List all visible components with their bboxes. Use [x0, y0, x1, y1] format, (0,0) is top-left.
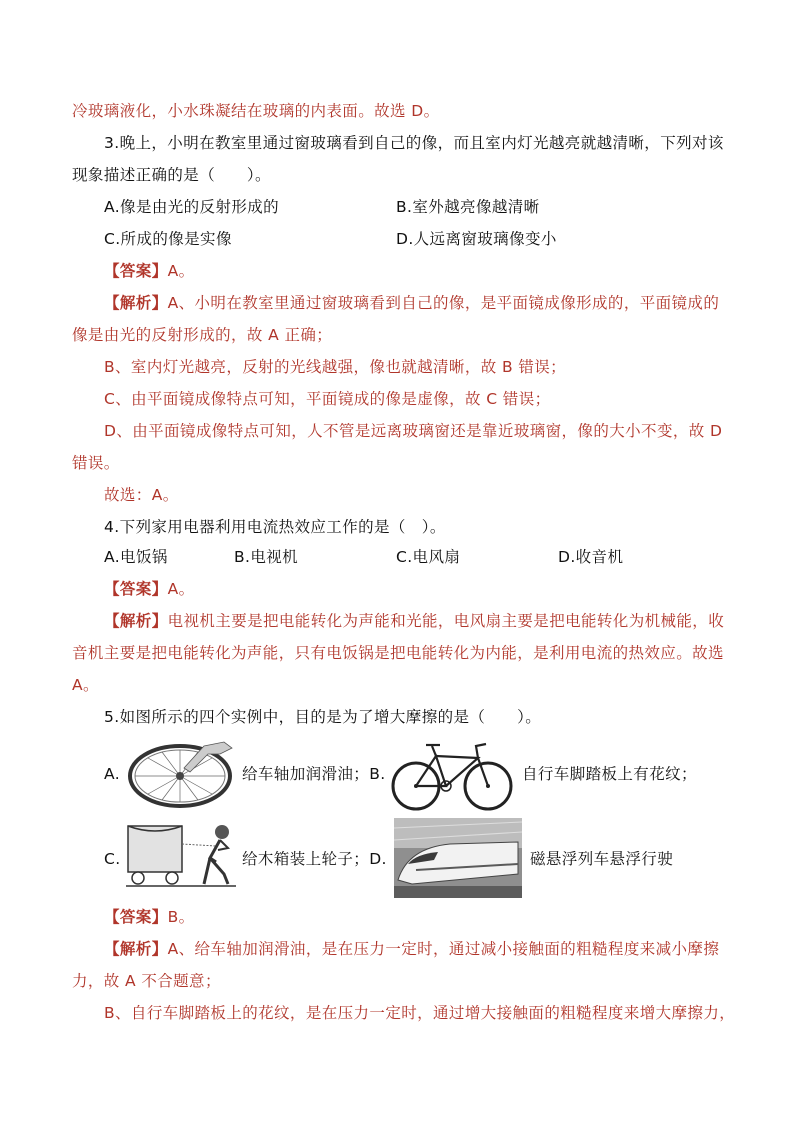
- q3-analysis-line-5: D、由平面镜成像特点可知，人不管是远离玻璃窗还是靠近玻璃窗，像的大小不变，故 D: [104, 422, 723, 440]
- q4-option-c: C.电风扇: [396, 548, 461, 566]
- answer-tag: 【答案】: [104, 262, 168, 280]
- q5-option-c-text: 给木箱装上轮子；D.: [242, 850, 387, 868]
- previous-answer-ending: 冷玻璃液化，小水珠凝结在玻璃的内表面。故选 D。: [72, 102, 440, 120]
- answer-tag: 【答案】: [104, 908, 168, 926]
- q3-analysis-line-3: B、室内灯光越亮，反射的光线越强，像也就越清晰，故 B 错误；: [104, 358, 567, 376]
- q3-analysis-line-6: 错误。: [72, 454, 120, 472]
- q5-option-a-label: A.: [104, 765, 121, 783]
- q5-option-a-text: 给车轴加润滑油；B.: [242, 765, 386, 783]
- q5-analysis-text-1: A、给车轴加润滑油，是在压力一定时，通过减小接触面的粗糙程度来减小摩擦: [167, 940, 720, 958]
- q5-analysis-line-2: 力，故 A 不合题意；: [72, 972, 221, 990]
- q4-analysis-text-1: 电视机主要是把电能转化为声能和光能，电风扇主要是把电能转化为机械能，收: [167, 612, 725, 630]
- q4-analysis-line-1: [104, 610, 724, 632]
- q3-option-d: D.人远离窗玻璃像变小: [396, 230, 557, 248]
- q3-answer: [104, 260, 195, 282]
- bicycle-image: [388, 736, 516, 814]
- q4-analysis-line-3: A。: [72, 676, 99, 694]
- q4-answer: [104, 578, 195, 600]
- q5-option-b-text: 自行车脚踏板上有花纹；: [522, 765, 697, 783]
- q4-option-a: A.电饭锅: [104, 548, 168, 566]
- q3-stem-line-1: 3.晚上，小明在教室里通过窗玻璃看到自己的像，而且室内灯光越亮就越清晰，下列对该: [104, 134, 724, 152]
- q3-option-c: C.所成的像是实像: [104, 230, 232, 248]
- wooden-box-image: [124, 818, 240, 890]
- q5-stem: 5.如图所示的四个实例中，目的是为了增大摩擦的是（ ）。: [104, 708, 542, 726]
- q3-answer-value: A。: [167, 262, 195, 280]
- q5-option-c-label: C.: [104, 850, 121, 868]
- q3-conclusion: 故选：A。: [104, 486, 179, 504]
- q5-option-d-text: 磁悬浮列车悬浮行驶: [530, 850, 674, 868]
- q3-stem-line-2: 现象描述正确的是（ ）。: [72, 166, 271, 184]
- q4-analysis-line-2: 音机主要是把电能转化为声能，只有电饭锅是把电能转化为内能，是利用电流的热效应。故选: [72, 644, 724, 662]
- q3-analysis-line-4: C、由平面镜成像特点可知，平面镜成的像是虚像，故 C 错误；: [104, 390, 551, 408]
- maglev-train-image: [394, 818, 522, 898]
- analysis-tag: 【解析】: [104, 612, 168, 630]
- q5-analysis-line-1: [104, 938, 719, 960]
- q4-answer-value: A。: [167, 580, 195, 598]
- q3-analysis-line-1: [104, 292, 719, 314]
- q5-answer: [104, 906, 195, 928]
- analysis-tag: 【解析】: [104, 940, 168, 958]
- wheel-image: [124, 738, 236, 810]
- q4-option-d: D.收音机: [558, 548, 624, 566]
- q5-answer-value: B。: [167, 908, 195, 926]
- q4-stem: 4.下列家用电器利用电流热效应工作的是（ ）。: [104, 518, 446, 536]
- analysis-tag: 【解析】: [104, 294, 168, 312]
- q3-analysis-text-1: A、小明在教室里通过窗玻璃看到自己的像，是平面镜成像形成的，平面镜成的: [167, 294, 720, 312]
- q4-option-b: B.电视机: [234, 548, 299, 566]
- q3-option-b: B.室外越亮像越清晰: [396, 198, 540, 216]
- q3-analysis-line-2: 像是由光的反射形成的，故 A 正确；: [72, 326, 333, 344]
- answer-tag: 【答案】: [104, 580, 168, 598]
- q5-analysis-line-3: B、自行车脚踏板上的花纹，是在压力一定时，通过增大接触面的粗糙程度来增大摩擦力，: [104, 1004, 736, 1022]
- q3-option-a: A.像是由光的反射形成的: [104, 198, 280, 216]
